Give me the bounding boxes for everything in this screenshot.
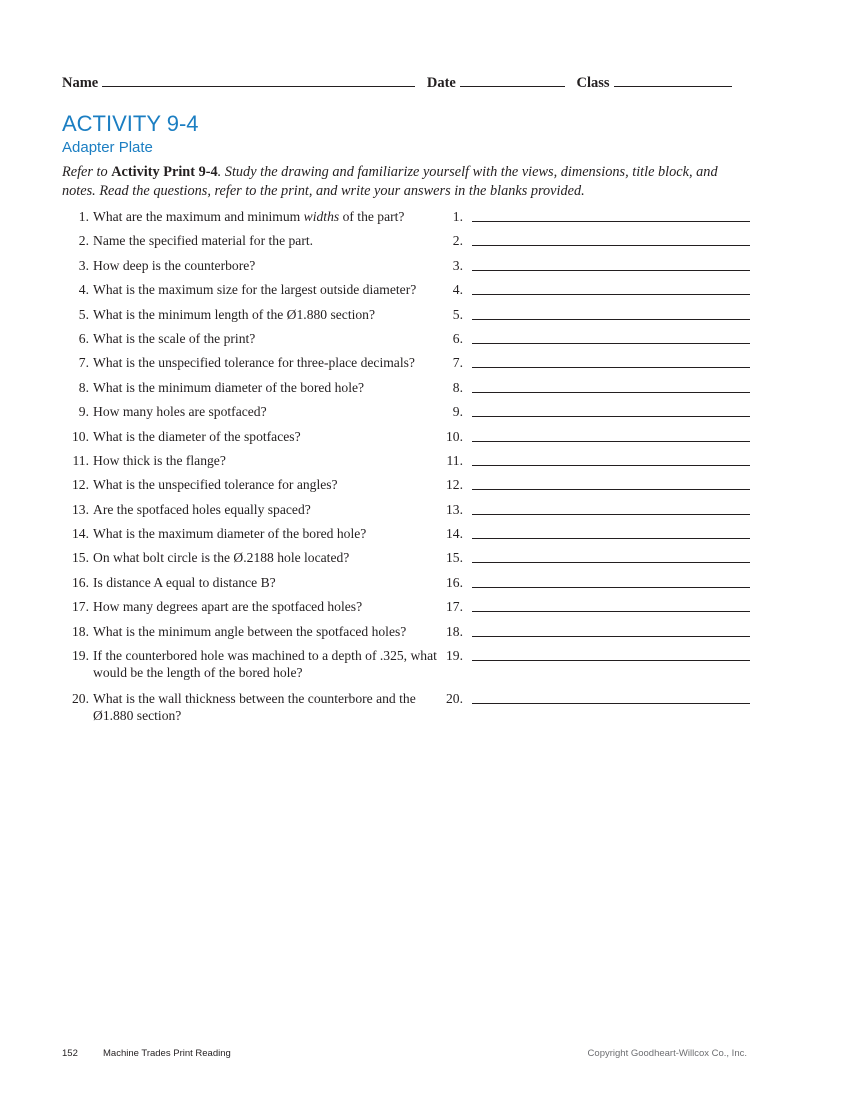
answer-number: 9.: [452, 404, 463, 420]
answer-number: 15.: [446, 550, 463, 566]
answer-number: 7.: [452, 355, 463, 371]
answer-number: 19.: [446, 648, 463, 664]
page-number: 152: [62, 1048, 78, 1059]
question-number: 3.: [78, 257, 89, 273]
question-number: 9.: [78, 404, 89, 420]
answer-blank[interactable]: [472, 501, 750, 515]
question-number: 6.: [78, 330, 89, 346]
date-field[interactable]: [460, 72, 565, 87]
answer-number: 5.: [452, 306, 463, 322]
question-text: What is the minimum length of the Ø1.880 section?: [93, 306, 376, 322]
name-field[interactable]: [102, 72, 415, 87]
answer-blank[interactable]: [472, 354, 750, 368]
date-label: Date: [426, 75, 456, 91]
question-row: [62, 574, 762, 598]
answer-number: 3.: [452, 257, 463, 273]
answer-number: 17.: [446, 599, 463, 615]
question-row: [62, 452, 762, 476]
question-row: [62, 281, 762, 305]
question-number: 19.: [72, 648, 89, 664]
question-text: If the counterbored hole was machined to a depth of .325, what would be the length of the bored hole?: [93, 648, 437, 681]
question-number: 13.: [72, 501, 89, 517]
answer-blank[interactable]: [472, 690, 750, 704]
question-text: What is the scale of the print?: [93, 330, 256, 346]
question-number: 18.: [72, 623, 89, 639]
answer-number: 1.: [452, 209, 463, 224]
question-number: 14.: [72, 526, 89, 542]
answer-blank[interactable]: [472, 330, 750, 344]
answer-blank[interactable]: [472, 452, 750, 466]
answer-blank[interactable]: [472, 306, 750, 320]
answer-number: 4.: [452, 282, 463, 298]
question-text: How many degrees apart are the spotfaced holes?: [93, 599, 363, 615]
class-label: Class: [576, 75, 610, 91]
answer-number: 10.: [446, 428, 463, 444]
question-text: Is distance A equal to distance B?: [93, 574, 276, 590]
answer-number: 14.: [446, 526, 463, 542]
question-number: 17.: [72, 599, 89, 615]
question-text: How deep is the counterbore?: [93, 257, 256, 273]
answer-blank[interactable]: [472, 476, 750, 490]
question-text: Name the specified material for the part.: [93, 233, 314, 249]
question-number: 15.: [72, 550, 89, 566]
question-number: 10.: [72, 428, 89, 444]
instructions-post: . Study the drawing and familiarize yourself with the views, dimensions, title block, and notes. Read the questions, refer to the print, and write your answers in the blanks provided.: [62, 164, 718, 199]
question-row: [62, 476, 762, 500]
answer-number: 8.: [452, 379, 463, 395]
question-number: 7.: [78, 355, 89, 371]
question-row: [62, 330, 762, 354]
question-text: What is the unspecified tolerance for three-place decimals?: [93, 355, 415, 371]
student-info-header: [62, 72, 740, 92]
answer-blank[interactable]: [472, 428, 750, 442]
answer-blank[interactable]: [472, 574, 750, 588]
answer-number: 11.: [446, 452, 463, 468]
question-row: [62, 232, 762, 256]
question-row: [62, 208, 762, 232]
question-number: 8.: [78, 379, 89, 395]
answer-blank[interactable]: [472, 549, 750, 563]
question-number: 4.: [78, 282, 89, 298]
answer-blank[interactable]: [472, 232, 750, 246]
question-number: 16.: [72, 574, 89, 590]
answer-blank[interactable]: [472, 403, 750, 417]
question-row: [62, 647, 762, 690]
answer-number: 13.: [446, 501, 463, 517]
answer-blank[interactable]: [472, 598, 750, 612]
answer-blank[interactable]: [472, 379, 750, 393]
question-text: On what bolt circle is the Ø.2188 hole located?: [93, 550, 350, 566]
name-label: Name: [62, 75, 99, 91]
question-row: [62, 379, 762, 403]
answer-blank[interactable]: [472, 208, 750, 222]
question-row: [62, 525, 762, 549]
question-number: 20.: [72, 691, 89, 707]
answer-number: 16.: [446, 574, 463, 590]
answer-number: 2.: [452, 233, 463, 249]
question-text: How thick is the flange?: [93, 452, 226, 468]
answer-number: 18.: [446, 623, 463, 639]
question-number: 2.: [78, 233, 89, 249]
question-row: [62, 428, 762, 452]
answer-blank[interactable]: [472, 525, 750, 539]
question-row: [62, 354, 762, 378]
question-number: 1.: [78, 209, 89, 224]
question-text: What is the wall thickness between the counterbore and the Ø1.880 section?: [93, 691, 416, 724]
question-list: [62, 208, 762, 733]
question-row: [62, 257, 762, 281]
instructions-pre: Refer to: [62, 164, 112, 180]
answer-blank[interactable]: [472, 281, 750, 295]
activity-subtitle: Adapter Plate: [62, 139, 153, 156]
question-number: 5.: [78, 306, 89, 322]
question-row: [62, 549, 762, 573]
question-text: What is the maximum diameter of the bored hole?: [93, 526, 367, 542]
answer-number: 6.: [452, 330, 463, 346]
question-number: 12.: [72, 477, 89, 493]
question-text: What is the minimum diameter of the bored hole?: [93, 379, 365, 395]
question-row: [62, 501, 762, 525]
question-text: What is the minimum angle between the spotfaced holes?: [93, 623, 407, 639]
question-text: What are the maximum and minimum widths of the part?: [93, 209, 405, 224]
question-row: [62, 598, 762, 622]
answer-blank[interactable]: [472, 623, 750, 637]
copyright: Copyright Goodheart-Willcox Co., Inc.: [587, 1048, 747, 1059]
question-text: How many holes are spotfaced?: [93, 404, 267, 420]
activity-title: ACTIVITY 9-4: [62, 111, 199, 136]
question-text: What is the diameter of the spotfaces?: [93, 428, 301, 444]
question-row: [62, 403, 762, 427]
instructions-print-ref: Activity Print 9-4: [111, 164, 218, 180]
question-number: 11.: [72, 452, 89, 468]
answer-blank[interactable]: [472, 647, 750, 661]
question-text: What is the unspecified tolerance for angles?: [93, 477, 338, 493]
book-title: Machine Trades Print Reading: [103, 1048, 231, 1059]
answer-blank[interactable]: [472, 257, 750, 271]
instructions: [62, 163, 752, 201]
question-text: Are the spotfaced holes equally spaced?: [93, 501, 311, 517]
question-row: [62, 690, 762, 733]
question-row: [62, 306, 762, 330]
class-field[interactable]: [614, 72, 732, 87]
answer-number: 12.: [446, 477, 463, 493]
answer-number: 20.: [446, 691, 463, 707]
question-text: What is the maximum size for the largest outside diameter?: [93, 282, 417, 298]
question-row: [62, 623, 762, 647]
